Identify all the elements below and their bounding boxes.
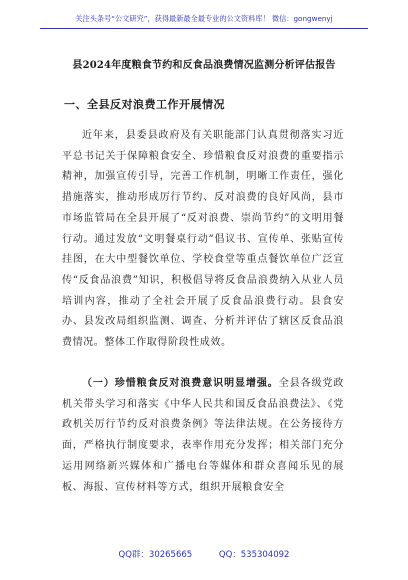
qq-group-number: QQ群：30265665 xyxy=(118,550,193,560)
footer-contact xyxy=(0,548,408,560)
header-divider xyxy=(40,28,368,29)
header-banner: 关注头条号“公文研究”，获得最新最全最专业的公文资料库！ 微信：gongwenyj xyxy=(75,14,333,23)
section-heading: 一、全县反对浪费工作开展情况 xyxy=(64,98,225,111)
document-title: 县2024年度粮食节约和反食品浪费情况监测分析评估报告 xyxy=(72,60,336,71)
body-paragraph: 近年来，县委县政府及有关职能部门认真贯彻落实习近平总书记关于保障粮食安全、珍惜粮食反对浪费的重要指示精神，加强宣传引导，完善工作机制，明晰工作责任，强化措施落实，推动形成厉行节约、反对浪费的良好风尚，县市市场监管局在全县开展了“反对浪费、崇尚节约”的文明用餐行动。通过发放“文明餐桌行动”倡议书、宣传单、张贴宣传挂图，在大中型餐饮单位、学校食堂等重点餐饮单位广泛宣传“反食品浪费”知识，积极倡导将反食品浪费纳入从业人员培训内容，推动了全社会开展了反食品浪费行动。县食安办、县发改局组织监测、调查、分析并评估了辖区反食品浪费情况。整体工作取得阶段性成效。 xyxy=(62,130,344,349)
qq-number: QQ：535304092 xyxy=(218,550,290,560)
paragraph-text: 全县各级党政机关带头学习和落实《中华人民共和国反食品浪费法》、《党政机关厉行节约反对浪费条例》等法律法规。在公务接待方面，严格执行制度要求，表率作用充分发挥；相关部门充分运用网络新兴媒体和广播电台等媒体和群众喜闻乐见的展板、海报、宣传材料等方式，组织开展粮食安全 xyxy=(62,378,344,493)
subsection-heading: （一）珍惜粮食反对浪费意识明显增强。 xyxy=(82,378,279,389)
body-paragraph xyxy=(62,374,344,498)
